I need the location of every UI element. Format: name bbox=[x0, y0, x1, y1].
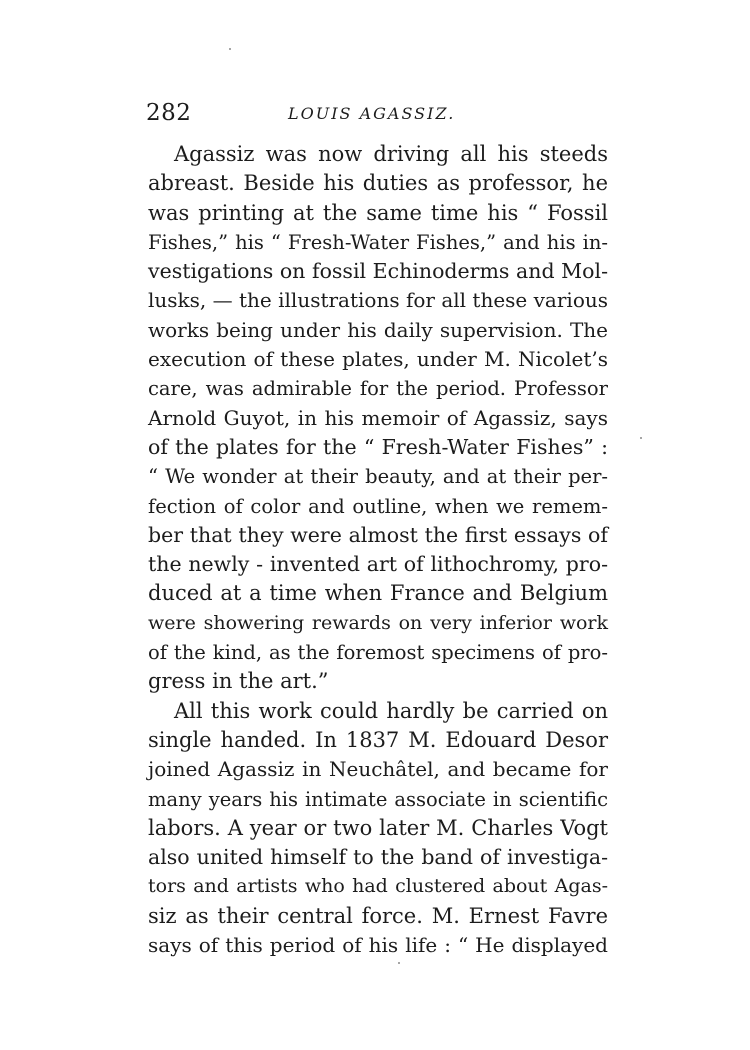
text-line: duced at a time when France and Belgium bbox=[148, 581, 608, 606]
running-head: LOUIS AGASSIZ. bbox=[288, 104, 456, 123]
paper-speck bbox=[398, 962, 400, 964]
text-line: single handed. In 1837 M. Edouard Desor bbox=[148, 727, 608, 752]
text-line: joined Agassiz in Neuchâtel, and became for bbox=[148, 757, 608, 782]
text-line: execution of these plates, under M. Nicolet’s bbox=[148, 347, 608, 372]
text-line: the newly - invented art of lithochromy, pro- bbox=[148, 552, 608, 577]
text-line: “ We wonder at their beauty, and at their per- bbox=[148, 465, 608, 489]
text-line: were showering rewards on very inferior work bbox=[148, 611, 608, 634]
text-line: labors. A year or two later M. Charles Vogt bbox=[148, 815, 608, 840]
page-number: 282 bbox=[146, 100, 192, 126]
body-text bbox=[148, 140, 608, 960]
text-line: lusks, — the illustrations for all these various bbox=[148, 288, 608, 313]
text-line: tors and artists who had clustered about Agas- bbox=[148, 875, 608, 898]
paper-speck bbox=[229, 48, 231, 50]
text-line: Fishes,” his “ Fresh-Water Fishes,” and his in- bbox=[148, 230, 608, 254]
text-line: vestigations on fossil Echinoderms and Mol- bbox=[148, 259, 608, 284]
text-line: of the kind, as the foremost specimens of pro- bbox=[148, 641, 608, 665]
text-line: All this work could hardly be carried on bbox=[174, 698, 608, 723]
text-line: fection of color and outline, when we remem- bbox=[148, 494, 608, 518]
text-line: ber that they were almost the first essays of bbox=[148, 522, 608, 547]
paper-speck bbox=[640, 437, 642, 439]
text-line: Agassiz was now driving all his steeds bbox=[174, 142, 608, 166]
text-line: Arnold Guyot, in his memoir of Agassiz, says bbox=[148, 405, 608, 430]
paragraph-1 bbox=[148, 140, 608, 697]
text-line: says of this period of his life : “ He displayed bbox=[148, 933, 608, 958]
paragraph-2 bbox=[148, 697, 608, 961]
page-header bbox=[146, 100, 606, 132]
text-line: abreast. Beside his duties as professor, he bbox=[148, 171, 608, 196]
text-line: works being under his daily supervision. The bbox=[148, 317, 608, 342]
text-line: care, was admirable for the period. Professor bbox=[148, 377, 608, 401]
text-line: many years his intimate associate in scientific bbox=[148, 787, 608, 811]
text-line: siz as their central force. M. Ernest Favre bbox=[148, 903, 608, 928]
text-line: of the plates for the “ Fresh-Water Fishes” : bbox=[148, 434, 608, 459]
text-line: was printing at the same time his “ Fossil bbox=[148, 200, 608, 225]
text-line: also united himself to the band of investiga- bbox=[148, 845, 608, 870]
text-line: gress in the art.” bbox=[148, 669, 329, 694]
